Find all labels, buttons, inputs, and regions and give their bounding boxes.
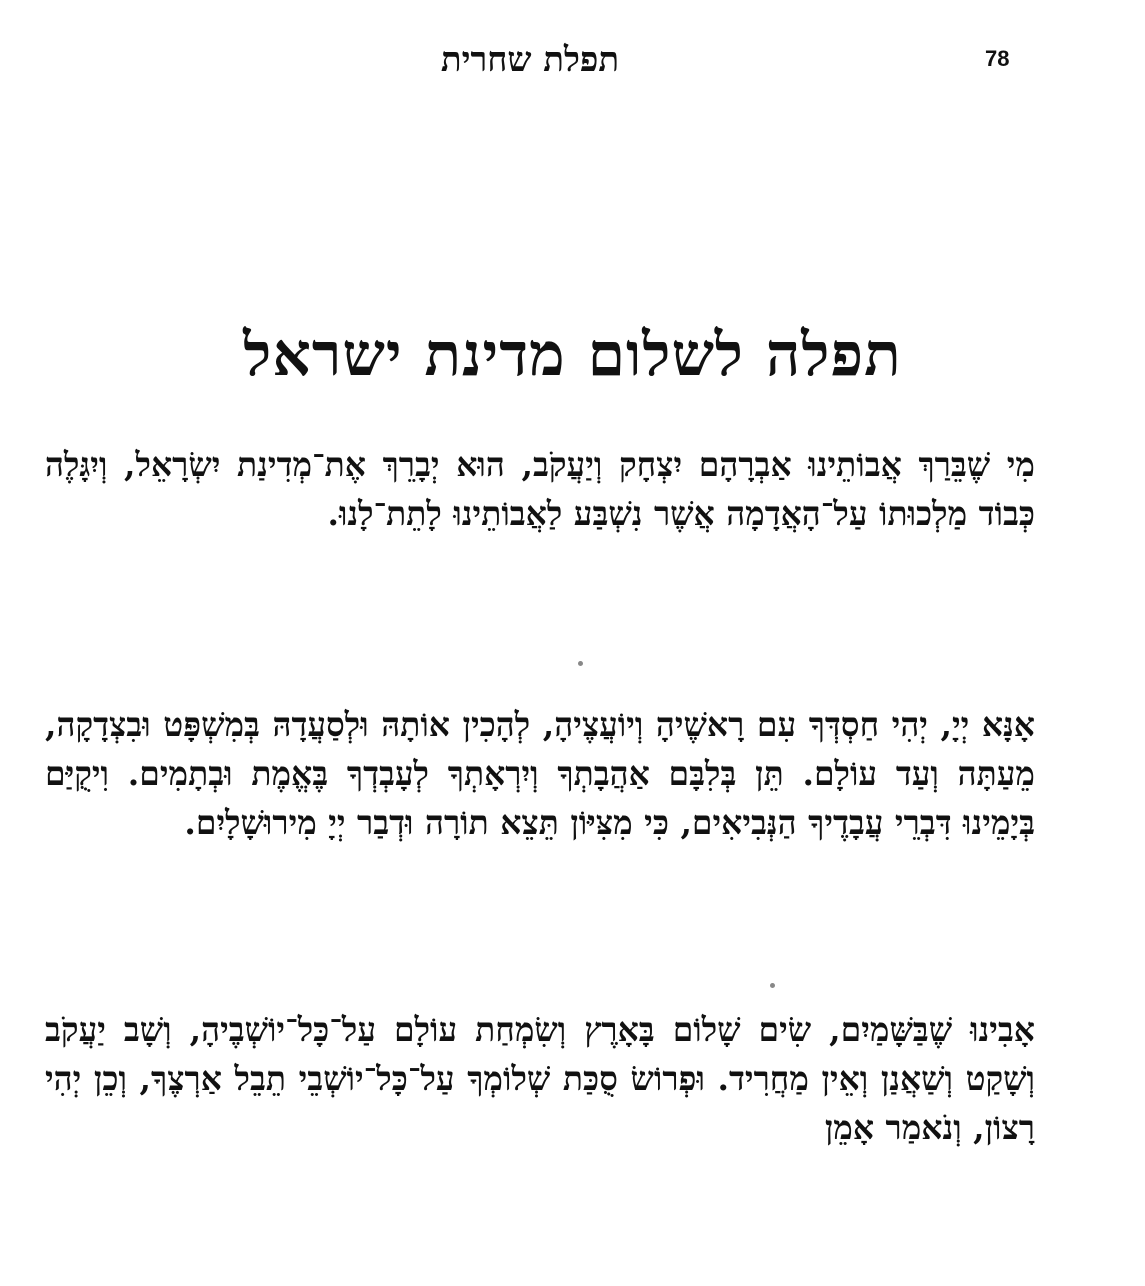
page-number: 78 xyxy=(985,46,1010,71)
scan-speck xyxy=(578,661,583,666)
scan-speck xyxy=(770,983,775,988)
prayer-title: תפלה לשלום מדינת ישראל xyxy=(243,320,902,390)
running-header xyxy=(0,40,1145,80)
running-header-title: תפלת שחרית xyxy=(440,40,620,80)
prayer-paragraph-1: מִי שֶׁבֵּרַךְ אֲבוֹתֵינוּ אַבְרָהָם יִצְחָק וְיַעֲקֹב, הוּא יְבָרֵךְ אֶת־מְדִינַת יִשְׂרָאֵל, וְיִגָּלֶה כְּבוֹד מַלְכוּתוֹ עַל־הָאֲדָמָה אֲשֶׁר נִשְׁבַּע לַאֲבוֹתֵינוּ לָתֵת־לָנוּ. xyxy=(45,445,1035,533)
prayer-paragraph-3: אָבִינוּ שֶׁבַּשָּׁמַיִם, שִׂים שָׁלוֹם בָּאָרֶץ וְשִׂמְחַת עוֹלָם עַל־כָּל־יוֹשְׁבֶיהָ, וְשָׁב יַעֲקֹב וְשָׁקַט וְשַׁאֲנַן וְאֵין מַחֲרִיד. וּפְרוֹשׂ סֻכַּת שְׁלוֹמְךָ עַל־כָּל־יוֹשְׁבֵי תֵבֵל אַרְצֶךָ, וְכֵן יְהִי רָצוֹן, וְנֹאמַר אָמֵן xyxy=(45,1010,1035,1147)
prayer-paragraph-2: אָנָּא יְיָ, יְהִי חַסְדְּךָ עִם רָאשֶׁיהָ וְיוֹעֲצֶיהָ, לְהָכִין אוֹתָהּ וּלְסַעֲדָהּ בְּמִשְׁפָּט וּבִצְדָקָה, מֵעַתָּה וְעַד עוֹלָם. תֵּן בְּלִבָּם אַהֲבָתְךָ וְיִרְאָתְךָ לְעָבְדְךָ בֶּאֱמֶת וּבְתָמִים. וִיקֻיַּם בְּיָמֵינוּ דִּבְרֵי עֲבָדֶיךָ הַנְּבִיאִים, כִּי מִצִּיּוֹן תֵּצֵא תוֹרָה וּדְבַר יְיָ מִירוּשָׁלָיִם. xyxy=(45,705,1035,842)
